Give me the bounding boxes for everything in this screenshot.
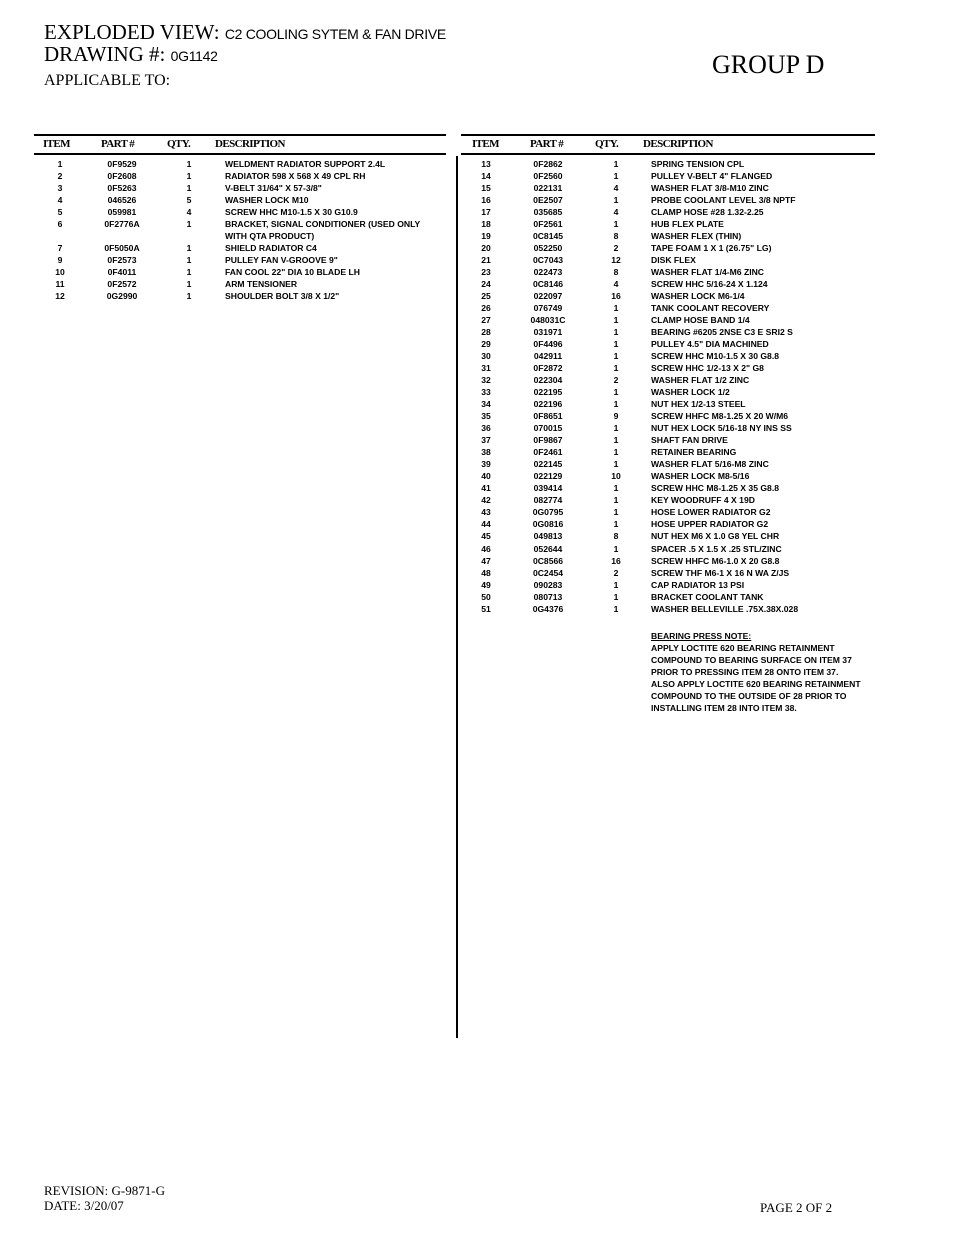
table-row [461,194,875,206]
description: HOSE UPPER RADIATOR G2 [651,519,769,530]
table-row [461,494,875,506]
item-number: 9 [57,255,63,266]
item-number: 34 [481,399,491,410]
part-number: 0F2872 [533,363,563,374]
quantity: 8 [613,531,619,542]
part-number: 0C8146 [532,279,564,290]
part-number: 080713 [533,591,563,602]
item-number: 19 [481,231,491,242]
part-number: 082774 [533,495,563,506]
item-number: 50 [481,591,491,602]
part-number: 059981 [107,207,137,218]
table-row [461,158,875,170]
table-row [34,182,446,194]
table-row [461,567,875,579]
table-row [461,170,875,182]
table-row [461,266,875,278]
table-row [461,206,875,218]
drawing-number [44,42,218,67]
table-rows [461,158,875,615]
part-number: 022473 [533,267,563,278]
item-number: 41 [481,483,491,494]
description: TANK COOLANT RECOVERY [651,303,770,314]
table-row [34,206,446,218]
note-line: APPLY LOCTITE 620 BEARING RETAINMENT [651,643,835,653]
quantity: 1 [186,171,192,182]
description: SCREW HHFC M6-1.0 X 20 G8.8 [651,555,780,566]
part-number: 049813 [533,531,563,542]
column-header-description: DESCRIPTION [643,138,713,150]
part-number: 022304 [533,375,563,386]
revision-date: DATE: 3/20/07 [44,1198,124,1213]
part-number: 0F2573 [107,255,137,266]
part-number: 0F2560 [533,171,563,182]
description: V-BELT 31/64" X 57-3/8" [225,183,322,194]
part-number: 0F2608 [107,171,137,182]
quantity: 16 [611,555,621,566]
quantity: 12 [611,255,621,266]
item-number: 16 [481,195,491,206]
table-row [461,398,875,410]
item-number: 25 [481,291,491,302]
quantity: 4 [613,207,619,218]
quantity: 10 [611,471,621,482]
part-number: 0G0795 [532,507,564,518]
table-row [461,242,875,254]
quantity: 1 [186,267,192,278]
note-title: BEARING PRESS NOTE: [651,631,752,641]
item-number: 6 [57,219,63,230]
drawing-number-label: DRAWING #: [44,42,166,66]
item-number: 13 [481,159,491,169]
part-number: 052644 [533,543,563,554]
item-number: 42 [481,495,491,506]
quantity: 1 [186,243,192,254]
item-number: 44 [481,519,491,530]
quantity: 1 [186,291,192,302]
description: SCREW HHC 5/16-24 X 1.124 [651,279,768,290]
part-number: 0F2561 [533,219,563,230]
part-number: 0C8145 [532,231,564,242]
item-number: 24 [481,279,491,290]
table-row [461,218,875,230]
part-number: 0F2776A [104,219,140,230]
quantity: 1 [613,495,619,506]
table-row [461,579,875,591]
table-row [461,518,875,530]
part-number: 0F4496 [533,339,563,350]
part-number: 0F2572 [107,279,137,290]
description: DISK FLEX [651,255,696,266]
table-row [461,555,875,567]
table-row [461,422,875,434]
quantity: 1 [613,171,619,182]
quantity: 8 [613,267,619,278]
item-number: 31 [481,363,491,374]
table-row [461,603,875,615]
exploded-view-value: C2 COOLING SYTEM & FAN DRIVE [224,26,446,42]
description: PROBE COOLANT LEVEL 3/8 NPTF [651,195,796,206]
table-row [34,170,446,182]
quantity: 2 [613,243,619,254]
part-number: 0F8651 [533,411,563,422]
quantity: 1 [613,351,619,362]
part-number: 0F9867 [533,435,563,446]
note-line: COMPOUND TO THE OUTSIDE OF 28 PRIOR TO [651,691,847,701]
column-header-qty: QTY. [167,138,191,150]
part-number: 022195 [533,387,563,398]
column-header-part: PART # [101,138,135,150]
part-number: 0F9529 [107,159,137,169]
item-number: 35 [481,411,491,422]
quantity: 1 [613,399,619,410]
table-row [461,591,875,603]
quantity: 1 [186,219,192,230]
item-number: 18 [481,219,491,230]
description: WASHER BELLEVILLE .75X.38X.028 [651,603,799,614]
item-number: 37 [481,435,491,446]
part-number: 022129 [533,471,563,482]
item-number: 38 [481,447,491,458]
description: CLAMP HOSE BAND 1/4 [651,315,750,326]
item-number: 27 [481,315,491,326]
quantity: 1 [613,327,619,338]
description: SCREW HHFC M8-1.25 X 20 W/M6 [651,411,789,422]
table-rule-top [461,134,875,136]
part-number: 048031C [530,315,566,326]
part-number: 0F4011 [107,267,137,278]
table-row [34,266,446,278]
part-number: 0C8566 [532,555,564,566]
item-number: 11 [55,279,65,290]
description: CLAMP HOSE #28 1.32-2.25 [651,207,764,218]
table-row [461,278,875,290]
item-number: 15 [481,183,491,194]
description: SCREW HHC 1/2-13 X 2" G8 [651,363,764,374]
part-number: 022131 [533,183,563,194]
quantity: 1 [613,387,619,398]
page-number: PAGE 2 OF 2 [760,1200,833,1215]
description: HOSE LOWER RADIATOR G2 [651,507,771,518]
item-number: 26 [481,303,491,314]
item-number: 47 [481,555,491,566]
part-number: 0F2461 [533,447,563,458]
description: WASHER FLAT 3/8-M10 ZINC [651,183,769,194]
part-number: 0F5263 [107,183,137,194]
description: WASHER FLAT 5/16-M8 ZINC [651,459,769,470]
item-number: 4 [57,195,63,206]
description: NUT HEX M6 X 1.0 G8 YEL CHR [651,531,780,542]
description: SCREW HHC M10-1.5 X 30 G10.9 [225,207,358,218]
table-rule-bottom [461,153,875,155]
quantity: 1 [613,363,619,374]
description: SHOULDER BOLT 3/8 X 1/2" [225,291,340,302]
part-number: 022145 [533,459,563,470]
item-number: 51 [481,603,491,614]
item-number: 23 [481,267,491,278]
item-number: 14 [481,171,491,182]
quantity: 1 [613,159,619,169]
table-row [461,182,875,194]
table-row [461,506,875,518]
table-row [461,410,875,422]
quantity: 1 [613,339,619,350]
part-number: 0F5050A [104,243,140,254]
description: SCREW HHC M8-1.25 X 35 G8.8 [651,483,779,494]
table-row [461,530,875,542]
note-line: PRIOR TO PRESSING ITEM 28 ONTO ITEM 37. [651,667,839,677]
quantity: 2 [613,567,619,578]
exploded-view-label: EXPLODED VIEW: [44,20,220,44]
table-rows [34,158,446,302]
description: SCREW THF M6-1 X 16 N WA Z/JS [651,567,790,578]
part-number: 022097 [533,291,563,302]
table-row [461,338,875,350]
table-row [461,290,875,302]
part-number: 052250 [533,243,563,254]
drawing-number-value: 0G1142 [170,48,218,64]
part-number: 031971 [533,327,563,338]
column-header-part: PART # [530,138,564,150]
table-row [34,278,446,290]
item-number: 1 [57,159,63,169]
group-label: GROUP D [712,50,825,79]
description: WASHER LOCK M8-5/16 [651,471,750,482]
description: TAPE FOAM 1 X 1 (26.75" LG) [651,243,772,254]
table-row [461,254,875,266]
description: KEY WOODRUFF 4 X 19D [651,495,755,506]
quantity: 5 [186,195,192,206]
description: WASHER LOCK M10 [225,195,309,206]
table-rule-bottom [34,153,446,155]
description: SHIELD RADIATOR C4 [225,243,317,254]
column-header-qty: QTY. [595,138,619,150]
quantity: 1 [186,159,192,169]
item-number: 48 [481,567,491,578]
description: WASHER LOCK 1/2 [651,387,730,398]
description: PULLEY 4.5" DIA MACHINED [651,339,769,350]
part-number: 042911 [533,351,563,362]
description: ARM TENSIONER [225,279,298,290]
part-number: 076749 [533,303,563,314]
note-line: ALSO APPLY LOCTITE 620 BEARING RETAINMENT [651,679,861,689]
item-number: 32 [481,375,491,386]
table-row [461,350,875,362]
item-number: 28 [481,327,491,338]
item-number: 17 [481,207,491,218]
description: WELDMENT RADIATOR SUPPORT 2.4L [225,159,386,169]
description: WASHER LOCK M6-1/4 [651,291,745,302]
description: SHAFT FAN DRIVE [651,435,728,446]
quantity: 4 [186,207,192,218]
description: NUT HEX 1/2-13 STEEL [651,399,746,410]
item-number: 45 [481,531,491,542]
item-number: 36 [481,423,491,434]
quantity: 1 [613,507,619,518]
table-row [34,194,446,206]
table-row [461,386,875,398]
item-number: 2 [57,171,63,182]
quantity: 4 [613,279,619,290]
part-number: 0C2454 [532,567,564,578]
table-row [34,254,446,266]
item-number: 29 [481,339,491,350]
table-row [461,314,875,326]
item-number: 43 [481,507,491,518]
part-number: 0G4376 [532,603,564,614]
description: SCREW HHC M10-1.5 X 30 G8.8 [651,351,779,362]
quantity: 1 [613,423,619,434]
description: PULLEY V-BELT 4" FLANGED [651,171,773,182]
item-number: 30 [481,351,491,362]
quantity: 1 [186,255,192,266]
table-row [461,482,875,494]
table-row [461,458,875,470]
quantity: 4 [613,183,619,194]
applicable-to: APPLICABLE TO: [44,72,171,89]
table-row [461,302,875,314]
quantity: 1 [186,183,192,194]
table-row [461,362,875,374]
column-header-description: DESCRIPTION [215,138,285,150]
part-number: 0G0816 [532,519,564,530]
part-number: 046526 [107,195,137,206]
description: RETAINER BEARING [651,447,737,458]
description: SPRING TENSION CPL [651,159,745,169]
table-row [461,374,875,386]
item-number: 10 [55,267,65,278]
item-number: 49 [481,579,491,590]
description: SPACER .5 X 1.5 X .25 STL/ZINC [651,543,782,554]
part-number: 0G2990 [106,291,138,302]
description: CAP RADIATOR 13 PSI [651,579,745,590]
description: FAN COOL 22" DIA 10 BLADE LH [225,267,360,278]
item-number: 20 [481,243,491,254]
table-rule-top [34,134,446,136]
quantity: 9 [613,411,619,422]
quantity: 1 [613,483,619,494]
note-line: INSTALLING ITEM 28 INTO ITEM 38. [651,703,797,713]
table-row [461,326,875,338]
note-line: COMPOUND TO BEARING SURFACE ON ITEM 37 [651,655,852,665]
description: WASHER FLAT 1/4-M6 ZINC [651,267,764,278]
description: HUB FLEX PLATE [651,219,724,230]
quantity: 1 [613,447,619,458]
part-number: 090283 [533,579,563,590]
quantity: 1 [613,435,619,446]
item-number: 7 [57,243,63,254]
quantity: 1 [613,315,619,326]
part-number: 0C7043 [532,255,564,266]
quantity: 1 [613,303,619,314]
item-number: 40 [481,471,491,482]
description: WITH QTA PRODUCT) [225,231,315,242]
quantity: 1 [613,459,619,470]
description: PULLEY FAN V-GROOVE 9" [225,255,338,266]
description: NUT HEX LOCK 5/16-18 NY INS SS [651,423,792,434]
description: BRACKET, SIGNAL CONDITIONER (USED ONLY [225,219,421,230]
quantity: 1 [613,591,619,602]
description: RADIATOR 598 X 568 X 49 CPL RH [225,171,366,182]
quantity: 1 [613,603,619,614]
item-number: 12 [55,291,65,302]
item-number: 5 [57,207,63,218]
description: BEARING #6205 2NSE C3 E SRI2 S [651,327,793,338]
table-row [34,218,446,230]
item-number: 21 [481,255,491,266]
quantity: 1 [613,543,619,554]
table-row [461,230,875,242]
description: WASHER FLEX (THIN) [651,231,742,242]
quantity: 1 [186,279,192,290]
quantity: 2 [613,375,619,386]
column-header-item: ITEM [43,138,70,150]
quantity: 1 [613,195,619,206]
part-number: 035685 [533,207,563,218]
table-row [461,446,875,458]
part-number: 022196 [533,399,563,410]
table-row [461,434,875,446]
part-number: 0F2862 [533,159,563,169]
description: BRACKET COOLANT TANK [651,591,764,602]
part-number: 0E2507 [533,195,563,206]
quantity: 8 [613,231,619,242]
table-row [461,470,875,482]
column-divider [456,156,458,1038]
table-row [34,230,446,242]
revision: REVISION: G-9871-G [44,1183,165,1198]
part-number: 070015 [533,423,563,434]
item-number: 39 [481,459,491,470]
quantity: 1 [613,219,619,230]
column-header-item: ITEM [472,138,499,150]
item-number: 33 [481,387,491,398]
description: WASHER FLAT 1/2 ZINC [651,375,750,386]
part-number: 039414 [533,483,563,494]
bearing-press-note [651,630,861,714]
quantity: 16 [611,291,621,302]
quantity: 1 [613,579,619,590]
item-number: 3 [57,183,63,194]
quantity: 1 [613,519,619,530]
item-number: 46 [481,543,491,554]
table-row [34,290,446,302]
table-row [34,158,446,170]
table-row [34,242,446,254]
table-row [461,543,875,555]
